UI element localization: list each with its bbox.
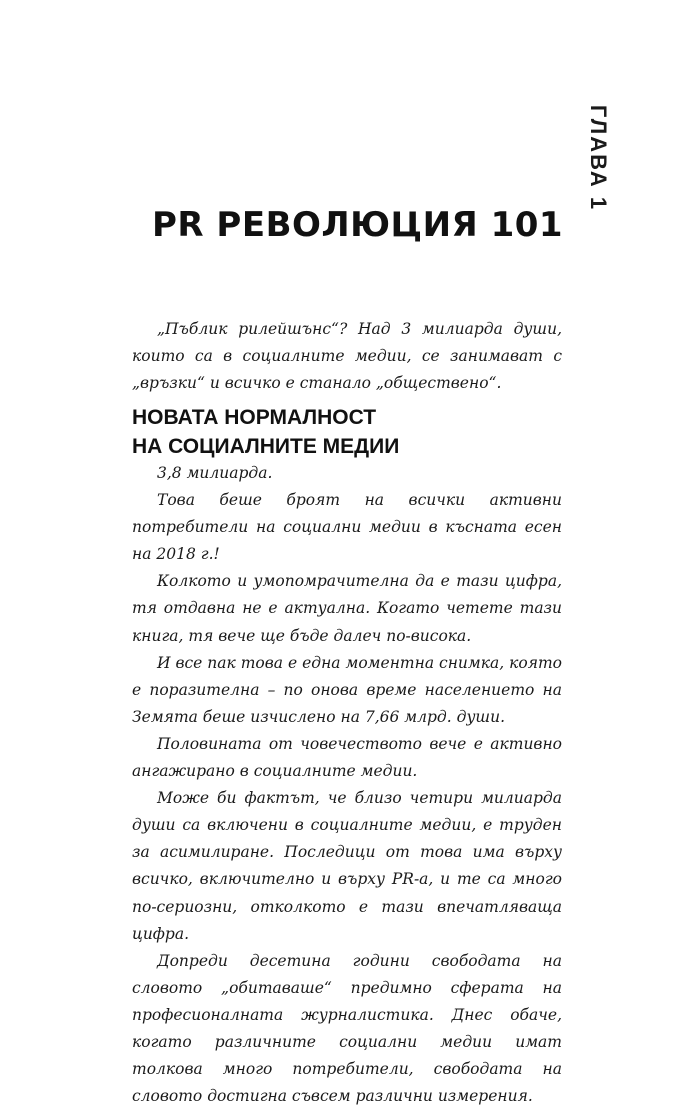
paragraph: Това беше броят на всички активни потребители на социални медии в късната есен на 2018 г.! <box>132 491 562 564</box>
chapter-side-label <box>568 98 628 218</box>
section-heading <box>132 403 399 461</box>
chapter-title: PR РЕВОЛЮЦИЯ 101 <box>152 205 564 245</box>
chapter-label-text: ГЛАВА 1 <box>586 104 611 212</box>
section-heading-line-2: НА СОЦИАЛНИТЕ МЕДИИ <box>132 435 400 458</box>
paragraph: Колкото и умопомрачителна да е тази цифра, тя отдавна не е актуална. Когато четете тази книга, тя вече ще бъде далеч по-висока. <box>132 572 562 645</box>
paragraph: Допреди десетина години свободата на словото „обитаваше“ предимно сферата на професионалната журналистика. Днес обаче, когато различните социални медии имат толкова много потребители, свободата на словото достигна съвсем различни измерения. <box>132 951 562 1106</box>
section-heading-line-1: НОВАТА НОРМАЛНОСТ <box>132 406 377 429</box>
paragraph: Може би фактът, че близо четири милиарда души са включени в социалните медии, е труден за асимилиране. Последици от това има върху всичко, включително и върху PR-а, и те са много по-сериозни, отколкото е тази впечатляваща цифра. <box>132 789 562 943</box>
paragraph: И все пак това е една моментна снимка, която е поразителна – по онова време населението на Земята беше изчислено на 7,66 млрд. души. <box>132 653 562 726</box>
paragraph: 3,8 милиарда. <box>157 464 273 482</box>
paragraph: Половината от човечеството вече е активно ангажирано в социалните медии. <box>132 734 562 781</box>
intro-paragraph: „Пъблик рилейшънс“? Над 3 милиарда души, които са в социалните медии, се занимават с „връзки“ и всичко е станало „обществено“. <box>132 320 562 392</box>
body-text <box>132 460 562 1110</box>
